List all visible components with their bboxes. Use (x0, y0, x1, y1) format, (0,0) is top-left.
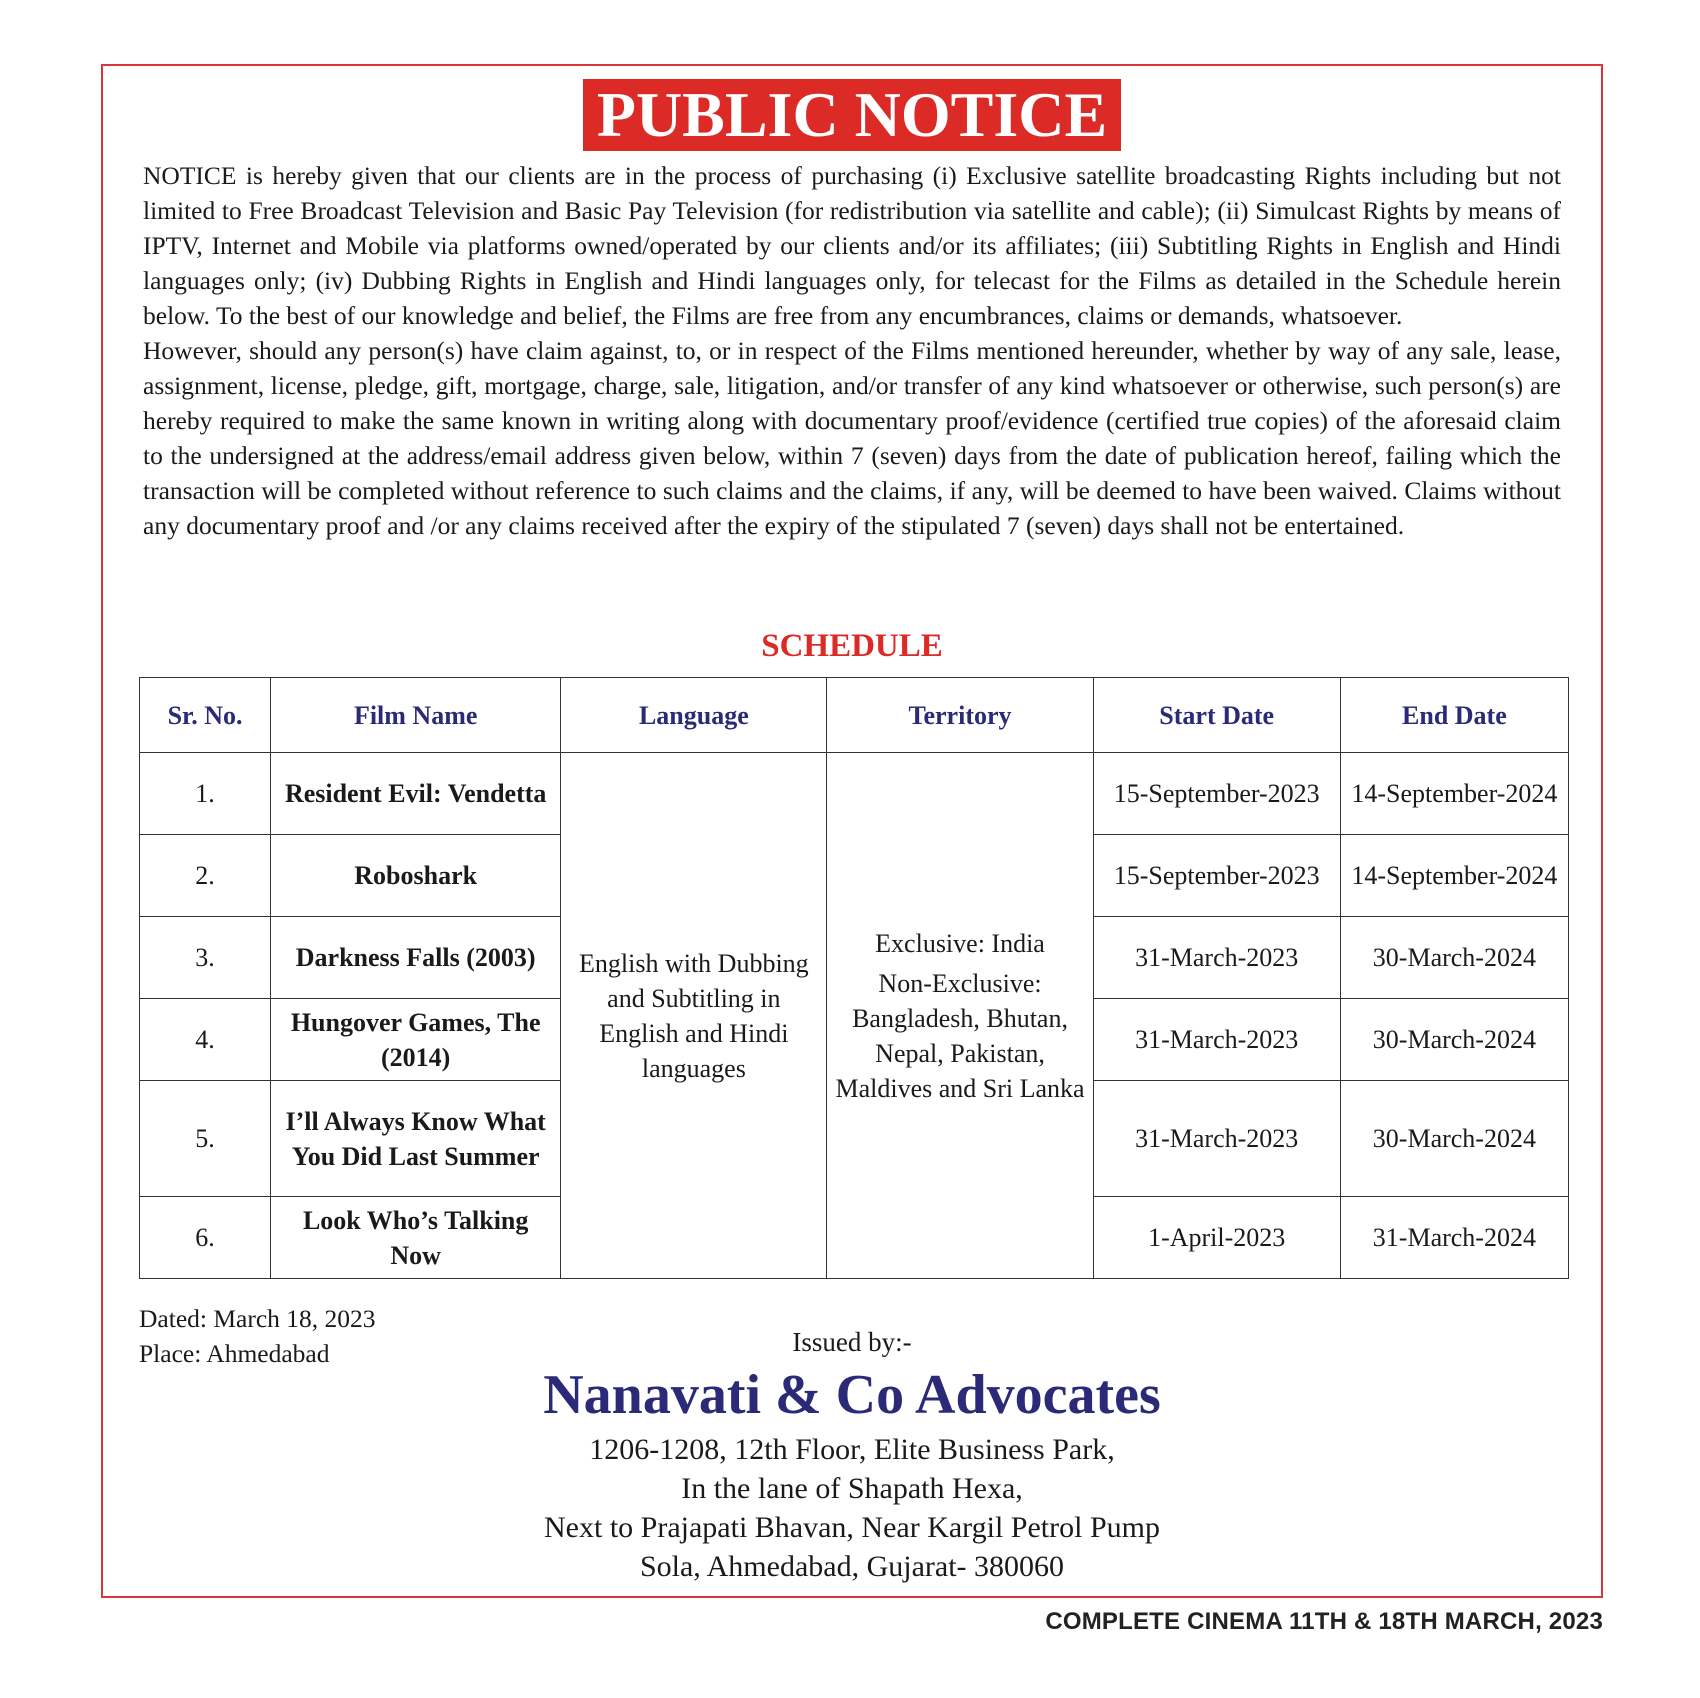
notice-body (143, 158, 1561, 543)
film-name-cell: I’ll Always Know What You Did Last Summer (271, 1081, 561, 1197)
dated-line: Dated: March 18, 2023 (139, 1304, 376, 1333)
sr-no-cell: 4. (140, 999, 271, 1081)
address-line: 1206-1208, 12th Floor, Elite Business Park, (589, 1433, 1115, 1466)
header-language: Language (561, 678, 827, 753)
start-date-cell: 31-March-2023 (1093, 999, 1340, 1081)
table-row (140, 753, 1569, 835)
firm-name: Nanavati & Co Advocates (543, 1364, 1161, 1426)
language-cell: English with Dubbing and Subtitling in English and Hindi languages (561, 753, 827, 1279)
sr-no-cell: 2. (140, 835, 271, 917)
place-line: Place: Ahmedabad (139, 1339, 330, 1368)
sr-no-cell: 1. (140, 753, 271, 835)
notice-paragraph-2: However, should any person(s) have claim against, to, or in respect of the Films mentioned hereunder, whether by way of any sale, lease, assignment, license, pledge, gift, mortgage, charge, sale, litigation, and/or transfer of any kind whatsoever or otherwise, such person(s) are hereby required to make the same known in writing along with documentary proof/evidence (certified true copies) of the aforesaid claim to the undersigned at the address/email address given below, within 7 (seven) days from the date of publication hereof, failing which the transaction will be completed without reference to such claims and the claims, if any, will be deemed to have been waived. Claims without any documentary proof and /or any claims received after the expiry of the stipulated 7 (seven) days shall not be entertained. (143, 336, 1561, 540)
header-territory: Territory (827, 678, 1093, 753)
address-line: In the lane of Shapath Hexa, (681, 1472, 1023, 1505)
schedule-table (139, 677, 1569, 1279)
start-date-cell: 15-September-2023 (1093, 835, 1340, 917)
sr-no-cell: 5. (140, 1081, 271, 1197)
start-date-cell: 31-March-2023 (1093, 1081, 1340, 1197)
header-film-name: Film Name (271, 678, 561, 753)
header-end-date: End Date (1340, 678, 1568, 753)
schedule-heading: SCHEDULE (761, 628, 943, 664)
film-name-cell: Look Who’s Talking Now (271, 1197, 561, 1279)
notice-paragraph-1: NOTICE is hereby given that our clients are in the process of purchasing (i) Exclusive satellite broadcasting Rights including but not limited to Free Broadcast Television and Basic Pay Television (for redistribution via satellite and cable); (ii) Simulcast Rights by means of IPTV, Internet and Mobile via platforms owned/operated by our clients and/or its affiliates; (iii) Subtitling Rights in English and Hindi languages only; (iv) Dubbing Rights in English and Hindi languages only, for telecast for the Films as detailed in the Schedule herein below. To the best of our knowledge and belief, the Films are free from any encumbrances, claims or demands, whatsoever. (143, 161, 1561, 330)
end-date-cell: 14-September-2024 (1340, 835, 1568, 917)
film-name-cell: Darkness Falls (2003) (271, 917, 561, 999)
address-line: Next to Prajapati Bhavan, Near Kargil Petrol Pump (544, 1511, 1160, 1544)
sr-no-cell: 6. (140, 1197, 271, 1279)
page-title: PUBLIC NOTICE (583, 79, 1121, 151)
address-line: Sola, Ahmedabad, Gujarat- 380060 (639, 1550, 1065, 1583)
firm-address (103, 1430, 1601, 1586)
start-date-cell: 15-September-2023 (1093, 753, 1340, 835)
end-date-cell: 31-March-2024 (1340, 1197, 1568, 1279)
film-name-cell: Hungover Games, The (2014) (271, 999, 561, 1081)
header-sr-no: Sr. No. (140, 678, 271, 753)
publication-footer: COMPLETE CINEMA 11TH & 18TH MARCH, 2023 (1045, 1608, 1603, 1635)
title-container (103, 79, 1601, 151)
end-date-cell: 30-March-2024 (1340, 917, 1568, 999)
end-date-cell: 14-September-2024 (1340, 753, 1568, 835)
sr-no-cell: 3. (140, 917, 271, 999)
issued-by: Issued by:- (792, 1327, 912, 1357)
film-name-cell: Resident Evil: Vendetta (271, 753, 561, 835)
start-date-cell: 31-March-2023 (1093, 917, 1340, 999)
start-date-cell: 1-April-2023 (1093, 1197, 1340, 1279)
end-date-cell: 30-March-2024 (1340, 1081, 1568, 1197)
territory-non-exclusive: Non-Exclusive: Bangladesh, Bhutan, Nepal, Pakistan, Maldives and Sri Lanka (835, 968, 1085, 1103)
territory-cell (827, 753, 1093, 1279)
table-header-row (140, 678, 1569, 753)
header-start-date: Start Date (1093, 678, 1340, 753)
notice-frame (101, 64, 1603, 1598)
territory-exclusive: Exclusive: India (875, 928, 1045, 958)
film-name-cell: Roboshark (271, 835, 561, 917)
end-date-cell: 30-March-2024 (1340, 999, 1568, 1081)
